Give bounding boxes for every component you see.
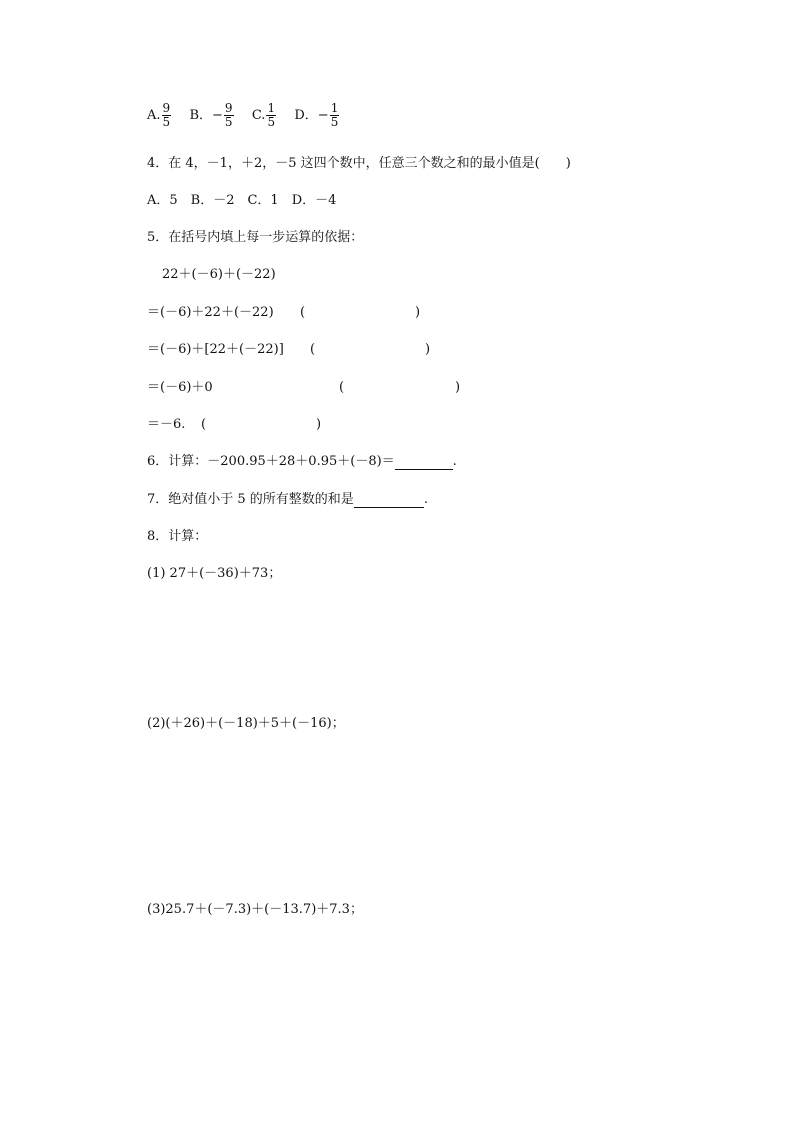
q3-options — [147, 102, 340, 129]
option-b-label: B．− — [189, 108, 223, 123]
q5-stem: 5．在括号内填上每一步运算的依据： — [147, 230, 364, 245]
q6-line — [147, 454, 457, 470]
q5-step-1: ＝(－6)＋22＋(－22) — [147, 305, 274, 320]
option-d-label: D．− — [294, 108, 329, 123]
q5-step-1-paren-open: ( — [300, 305, 306, 320]
q5-step-3-paren-close: ) — [455, 380, 461, 395]
q7-line — [147, 492, 428, 508]
q5-step-1-paren-close: ) — [415, 305, 421, 320]
q5-step-4: ＝－6. — [147, 417, 186, 432]
option-c-fraction: $\frac{1}{5}$ — [267, 101, 276, 129]
q4-options: A．5 B．－2 C．1 D．－4 — [147, 193, 337, 208]
q5-step-2: ＝(－6)＋[22＋(－22)] — [147, 342, 284, 357]
option-a-fraction: $\frac{9}{5}$ — [162, 101, 171, 129]
q5-step-2-paren-close: ) — [425, 342, 431, 357]
q5-step-3-paren-open: ( — [339, 380, 345, 395]
q7-answer-blank[interactable] — [354, 493, 424, 508]
q6-text: 6．计算：－200.95＋28＋0.95＋(－8)＝ — [147, 454, 395, 469]
option-b-fraction: $\frac{9}{5}$ — [224, 101, 233, 129]
q8-part-2: (2)(＋26)＋(－18)＋5＋(－16)； — [147, 716, 345, 731]
q5-step-4-paren-close: ) — [316, 417, 322, 432]
q6-end: . — [452, 454, 457, 469]
q5-step-0: 22＋(－6)＋(－22) — [162, 267, 276, 282]
q5-step-4-paren-open: ( — [201, 417, 207, 432]
q5-step-2-paren-open: ( — [310, 342, 316, 357]
q4-stem: 4．在 4，－1，＋2，－5 这四个数中，任意三个数之和的最小值是( ) — [147, 156, 571, 171]
option-c-label: C. — [251, 108, 266, 123]
q7-end: . — [423, 492, 428, 507]
q8-part-1: (1) 27＋(－36)＋73； — [147, 566, 282, 581]
option-d-fraction: $\frac{1}{5}$ — [330, 101, 339, 129]
option-a-label: A. — [147, 108, 161, 123]
q8-part-3: (3)25.7＋(－7.3)＋(－13.7)＋7.3； — [147, 902, 363, 917]
q5-step-3: ＝(－6)＋0 — [147, 380, 213, 395]
q6-answer-blank[interactable] — [395, 455, 453, 470]
q8-stem: 8．计算： — [147, 529, 208, 544]
q7-text: 7．绝对值小于 5 的所有整数的和是 — [147, 492, 354, 507]
